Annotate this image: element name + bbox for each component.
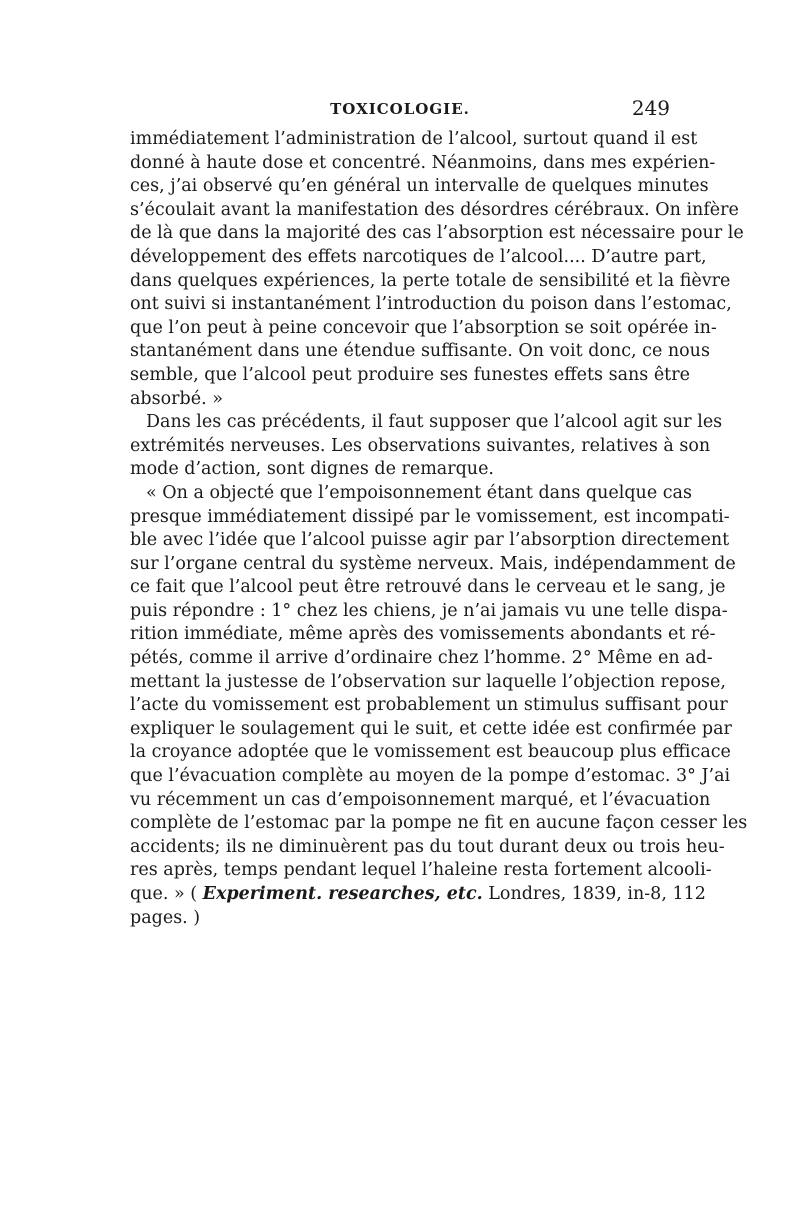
body-text: [130, 128, 748, 930]
text-line: « On a objecté que l’empoisonnement étant dans quelque cas: [146, 482, 692, 503]
text-line: l’acte du vomissement est probablement un stimulus suffisant pour: [130, 695, 728, 716]
text-line: développement des effets narcotiques de l’alcool.... D’autre part,: [130, 246, 707, 267]
text-line: sur l’organe central du système nerveux. Mais, indépendamment de: [130, 553, 736, 574]
text-line: Dans les cas précédents, il faut supposer que l’alcool agit sur les: [146, 412, 723, 433]
text-line: pages. ): [130, 907, 201, 928]
text-line: expliquer le soulagement qui le suit, et cette idée est confirmée par: [130, 718, 732, 739]
text-line: vu récemment un cas d’empoisonnement marqué, et l’évacuation: [130, 789, 711, 810]
page-number: 249: [631, 96, 670, 120]
text-line: extrémités nerveuses. Les observations suivantes, relatives à son: [130, 435, 711, 456]
text-line: ble avec l’idée que l’alcool puisse agir par l’absorption directement: [130, 530, 730, 551]
text-line: presque immédiatement dissipé par le vomissement, est incompati-: [130, 506, 730, 527]
text-line: rition immédiate, même après des vomissements abondants et ré-: [130, 624, 716, 645]
text-line: que l’on peut à peine concevoir que l’absorption se soit opérée in-: [130, 317, 717, 338]
running-head: TOXICOLOGIE.: [330, 100, 470, 118]
text-line: s’écoulait avant la manifestation des désordres cérébraux. On infère: [130, 199, 739, 220]
citation-suffix: Londres, 1839, in-8, 112: [482, 884, 706, 904]
text-line: dans quelques expériences, la perte totale de sensibilité et la fièvre: [130, 270, 731, 291]
text-line: res après, temps pendant lequel l’haleine resta fortement alcooli-: [130, 860, 712, 881]
text-line: la croyance adoptée que le vomissement est beaucoup plus efficace: [130, 742, 731, 763]
text-line: ont suivi si instantanément l’introduction du poison dans l’estomac,: [130, 294, 732, 315]
text-line: semble, que l’alcool peut produire ses funestes effets sans être: [130, 364, 690, 385]
text-line: accidents; ils ne diminuèrent pas du tout durant deux ou trois heu-: [130, 836, 725, 857]
text-line: de là que dans la majorité des cas l’absorption est nécessaire pour le: [130, 223, 744, 244]
text-line: que l’évacuation complète au moyen de la pompe d’estomac. 3° J’ai: [130, 766, 731, 787]
citation-prefix: que. » (: [130, 884, 198, 904]
text-line: stantanément dans une étendue suffisante. On voit donc, ce nous: [130, 341, 710, 362]
text-line: pétés, comme il arrive d’ordinaire chez l’homme. 2° Même en ad-: [130, 648, 713, 669]
citation-line: [130, 883, 706, 907]
text-line: puis répondre : 1° chez les chiens, je n’ai jamais vu une telle dispa-: [130, 600, 728, 621]
text-line: complète de l’estomac par la pompe ne fit en aucune façon cesser les: [130, 813, 748, 834]
text-line: immédiatement l’administration de l’alcool, surtout quand il est: [130, 129, 698, 149]
text-line: ce fait que l’alcool peut être retrouvé dans le cerveau et le sang, je: [130, 577, 726, 598]
page-header: [130, 96, 670, 120]
text-line: donné à haute dose et concentré. Néanmoins, dans mes expérien-: [130, 152, 716, 173]
citation-title: Experiment. researches, etc.: [202, 884, 483, 904]
text-line: ces, j’ai observé qu’en général un intervalle de quelques minutes: [130, 176, 709, 197]
text-line: mettant la justesse de l’observation sur laquelle l’objection repose,: [130, 671, 726, 692]
text-line: mode d’action, sont dignes de remarque.: [130, 459, 494, 480]
text-line: absorbé. »: [130, 388, 223, 409]
